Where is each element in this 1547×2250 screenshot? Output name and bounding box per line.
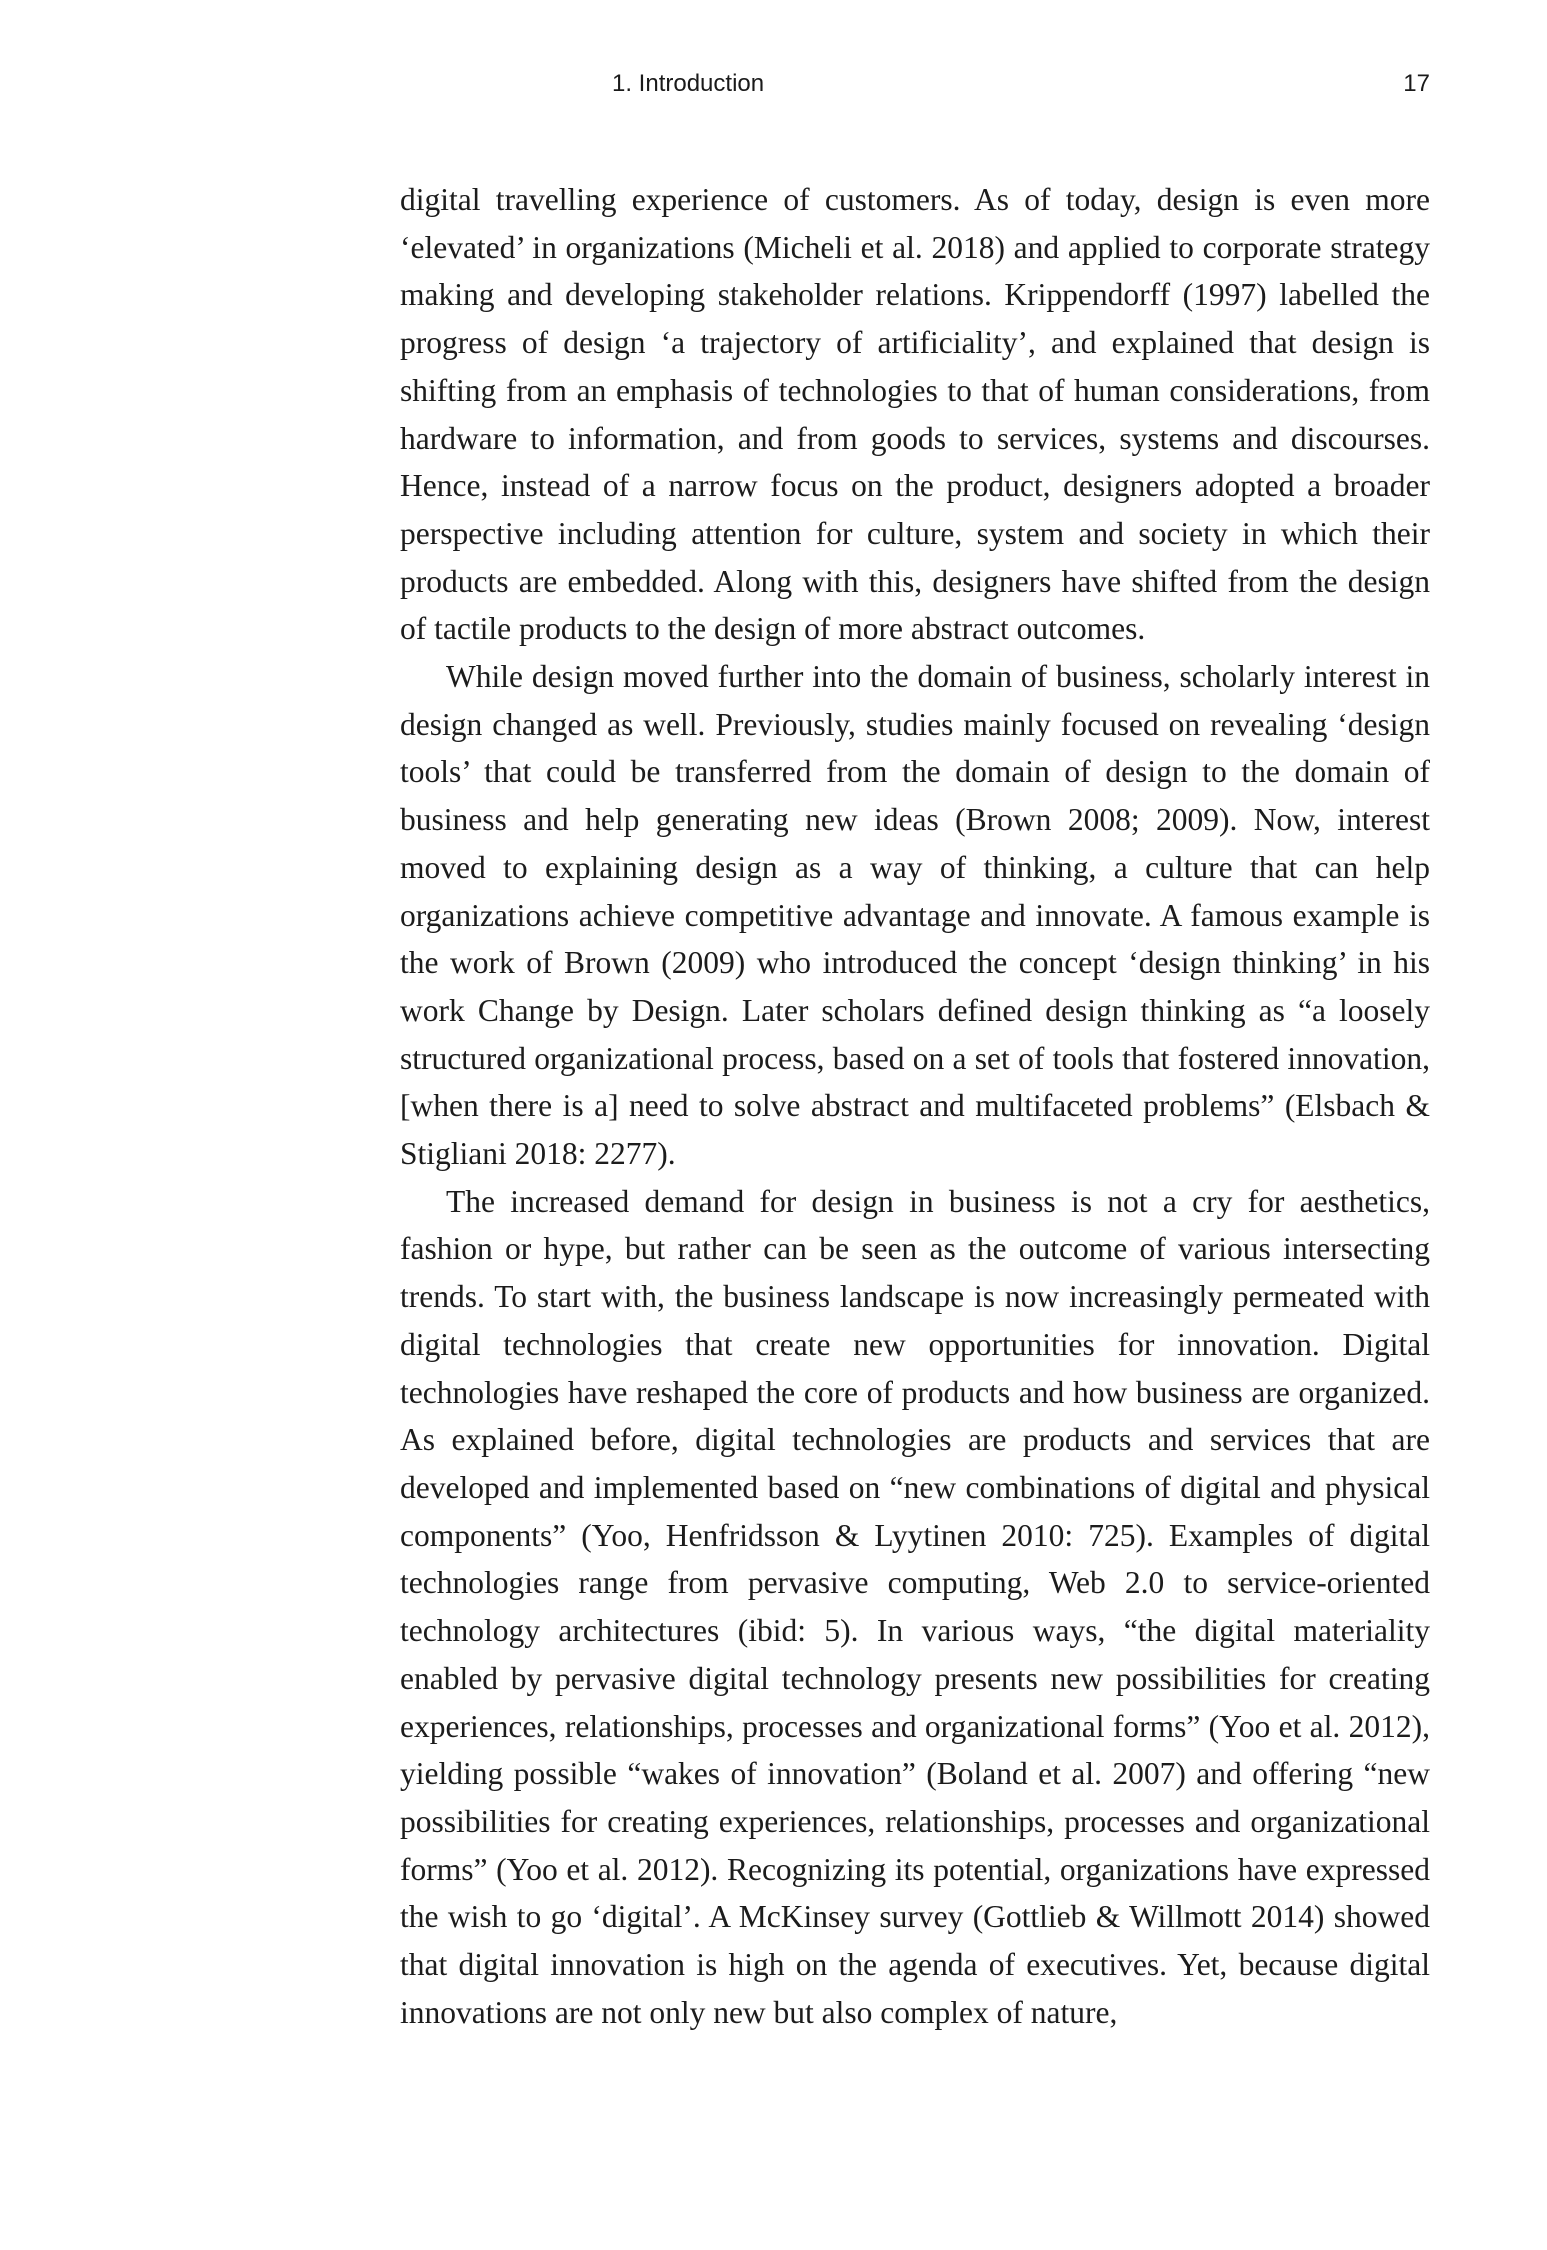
- page-number: 17: [1403, 70, 1430, 97]
- chapter-title: 1. Introduction: [612, 70, 765, 97]
- paragraph-design-business: While design moved further into the domain of business, scholarly interest in design changed as well. Previously, studies mainly focused on revealing ‘design tools’ that could be transferred from the domain of design to the domain of business and help generating new ideas (Brown 2008; 2009). Now, interest moved to explaining design as a way of thinking, a culture that can help organizations achieve competitive advantage and innovate. A famous example is the work of Brown (2009) who introduced the concept ‘design thinking’ in his work Change by Design. Later scholars defined design thinking as “a loosely structured organizational process, based on a set of tools that fostered innovation, [when there is a] need to solve abstract and multifaceted problems” (Elsbach & Stigliani 2018: 2277).: [400, 659, 1430, 1172]
- paragraph-continued: digital travelling experience of customers. As of today, design is even more ‘elevated’ in organizations (Micheli et al. 2018) and applied to corporate strategy making and developing stakeholder relations. Krippendorff (1997) labelled the progress of design ‘a trajectory of artificiality’, and explained that design is shifting from an emphasis of technologies to that of human considerations, from hardware to information, and from goods to services, systems and discourses. Hence, instead of a narrow focus on the product, designers adopted a broader perspective including attention for culture, system and society in which their products are embedded. Along with this, designers have shifted from the design of tactile products to the design of more abstract outcomes.: [400, 182, 1430, 647]
- running-head: [400, 64, 1430, 104]
- body-text: [400, 176, 1430, 2036]
- paragraph-digital-technologies: The increased demand for design in business is not a cry for aesthetics, fashion or hype, but rather can be seen as the outcome of various intersecting trends. To start with, the business landscape is now increasingly permeated with digital technologies that create new opportunities for innovation. Digital technologies have reshaped the core of products and how business are organized. As explained before, digital technologies are products and services that are developed and implemented based on “new combinations of digital and physical components” (Yoo, Henfridsson & Lyytinen 2010: 725). Examples of digital technologies range from pervasive computing, Web 2.0 to service-oriented technology architectures (ibid: 5). In various ways, “the digital materiality enabled by pervasive digital technology presents new possibilities for creating experiences, relationships, processes and organizational forms” (Yoo et al. 2012), yielding possible “wakes of innovation” (Boland et al. 2007) and offering “new possibilities for creating experiences, relationships, processes and organizational forms” (Yoo et al. 2012). Recognizing its potential, organizations have expressed the wish to go ‘digital’. A McKinsey survey (Gottlieb & Willmott 2014) showed that digital innovation is high on the agenda of executives. Yet, because digital innovations are not only new but also complex of nature,: [400, 1183, 1430, 2030]
